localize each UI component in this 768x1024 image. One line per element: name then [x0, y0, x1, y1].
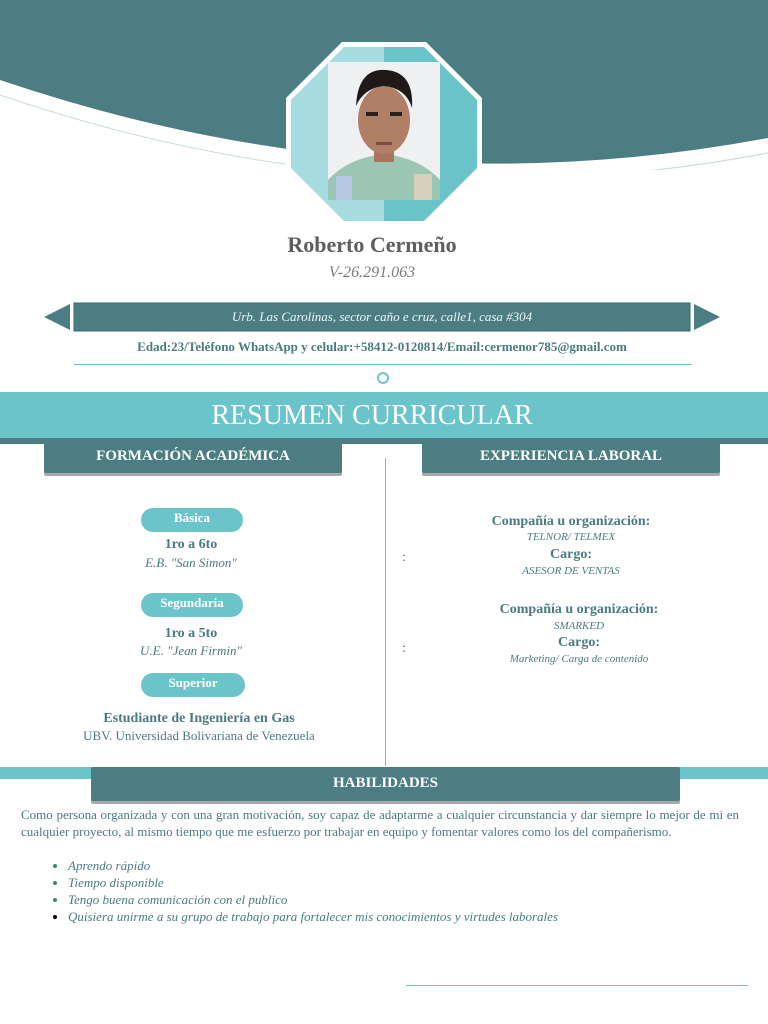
- job2-company: SMARKED: [553, 620, 605, 632]
- contact-line: Edad:23/Teléfono WhatsApp y celular:+58412-0120814/Email:cermenor785@gmail.com: [137, 339, 627, 354]
- job1-company-label: Compañía u organización:: [491, 514, 651, 529]
- segundaria-level: 1ro a 5to: [164, 626, 218, 641]
- page-title: RESUMEN CURRICULAR: [211, 400, 533, 431]
- pill-segundaria: Segundaria: [141, 593, 243, 617]
- basica-school: E.B. "San Simon": [145, 555, 237, 570]
- skill-item: • Aprendo rápido: [68, 857, 768, 874]
- superior-career: Estudiante de Ingeniería en Gas: [103, 711, 295, 726]
- pill-superior: Superior: [141, 673, 245, 697]
- colon-mark-2: :: [402, 641, 406, 656]
- segundaria-school: U.E. "Jean Firmin": [140, 643, 242, 658]
- skills-list: [20, 857, 768, 925]
- address-text: Urb. Las Carolinas, sector caño e cruz, calle1, casa #304: [231, 309, 533, 324]
- colon-mark: :: [402, 550, 406, 565]
- footer-divider: [406, 985, 748, 986]
- job2-company-label: Compañía u organización:: [499, 602, 659, 617]
- divider: [74, 364, 692, 365]
- skill-item: • Tiempo disponible: [68, 874, 768, 891]
- formacion-heading: FORMACIÓN ACADÉMICA: [44, 441, 342, 473]
- circle-ornament: [377, 372, 389, 384]
- habilidades-heading: HABILIDADES: [91, 767, 680, 801]
- avatar: [328, 62, 440, 200]
- skill-item: • Tengo buena comunicación con el publico: [68, 891, 768, 908]
- job1-role-label: Cargo:: [550, 547, 592, 562]
- experiencia-heading: EXPERIENCIA LABORAL: [422, 441, 720, 473]
- job2-role-label: Cargo:: [558, 635, 600, 650]
- basica-level: 1ro a 6to: [164, 537, 218, 552]
- job1-role: ASESOR DE VENTAS: [522, 565, 620, 577]
- skill-item: • Quisiera unirme a su grupo de trabajo para fortalecer mis conocimientos y virtudes laborales: [68, 908, 768, 925]
- pill-basica: Básica: [141, 508, 243, 532]
- job2-role: Marketing/ Carga de contenido: [509, 653, 649, 665]
- person-name: Roberto Cermeño: [287, 232, 457, 257]
- vertical-divider: [385, 458, 386, 766]
- job1-company: TELNOR/ TELMEX: [526, 531, 616, 543]
- id-number: V-26.291.063: [328, 264, 416, 281]
- superior-school: UBV. Universidad Bolivariana de Venezuela: [83, 728, 315, 743]
- skills-paragraph: Como persona organizada y con una gran motivación, soy capaz de adaptarme a cualquier circunstancia y dar siempre lo mejor de mi en cualquier proyecto, al mismo tiempo que me esfuerzo por trabajar en equipo y fomentar valores como los del compañerismo.: [21, 807, 739, 839]
